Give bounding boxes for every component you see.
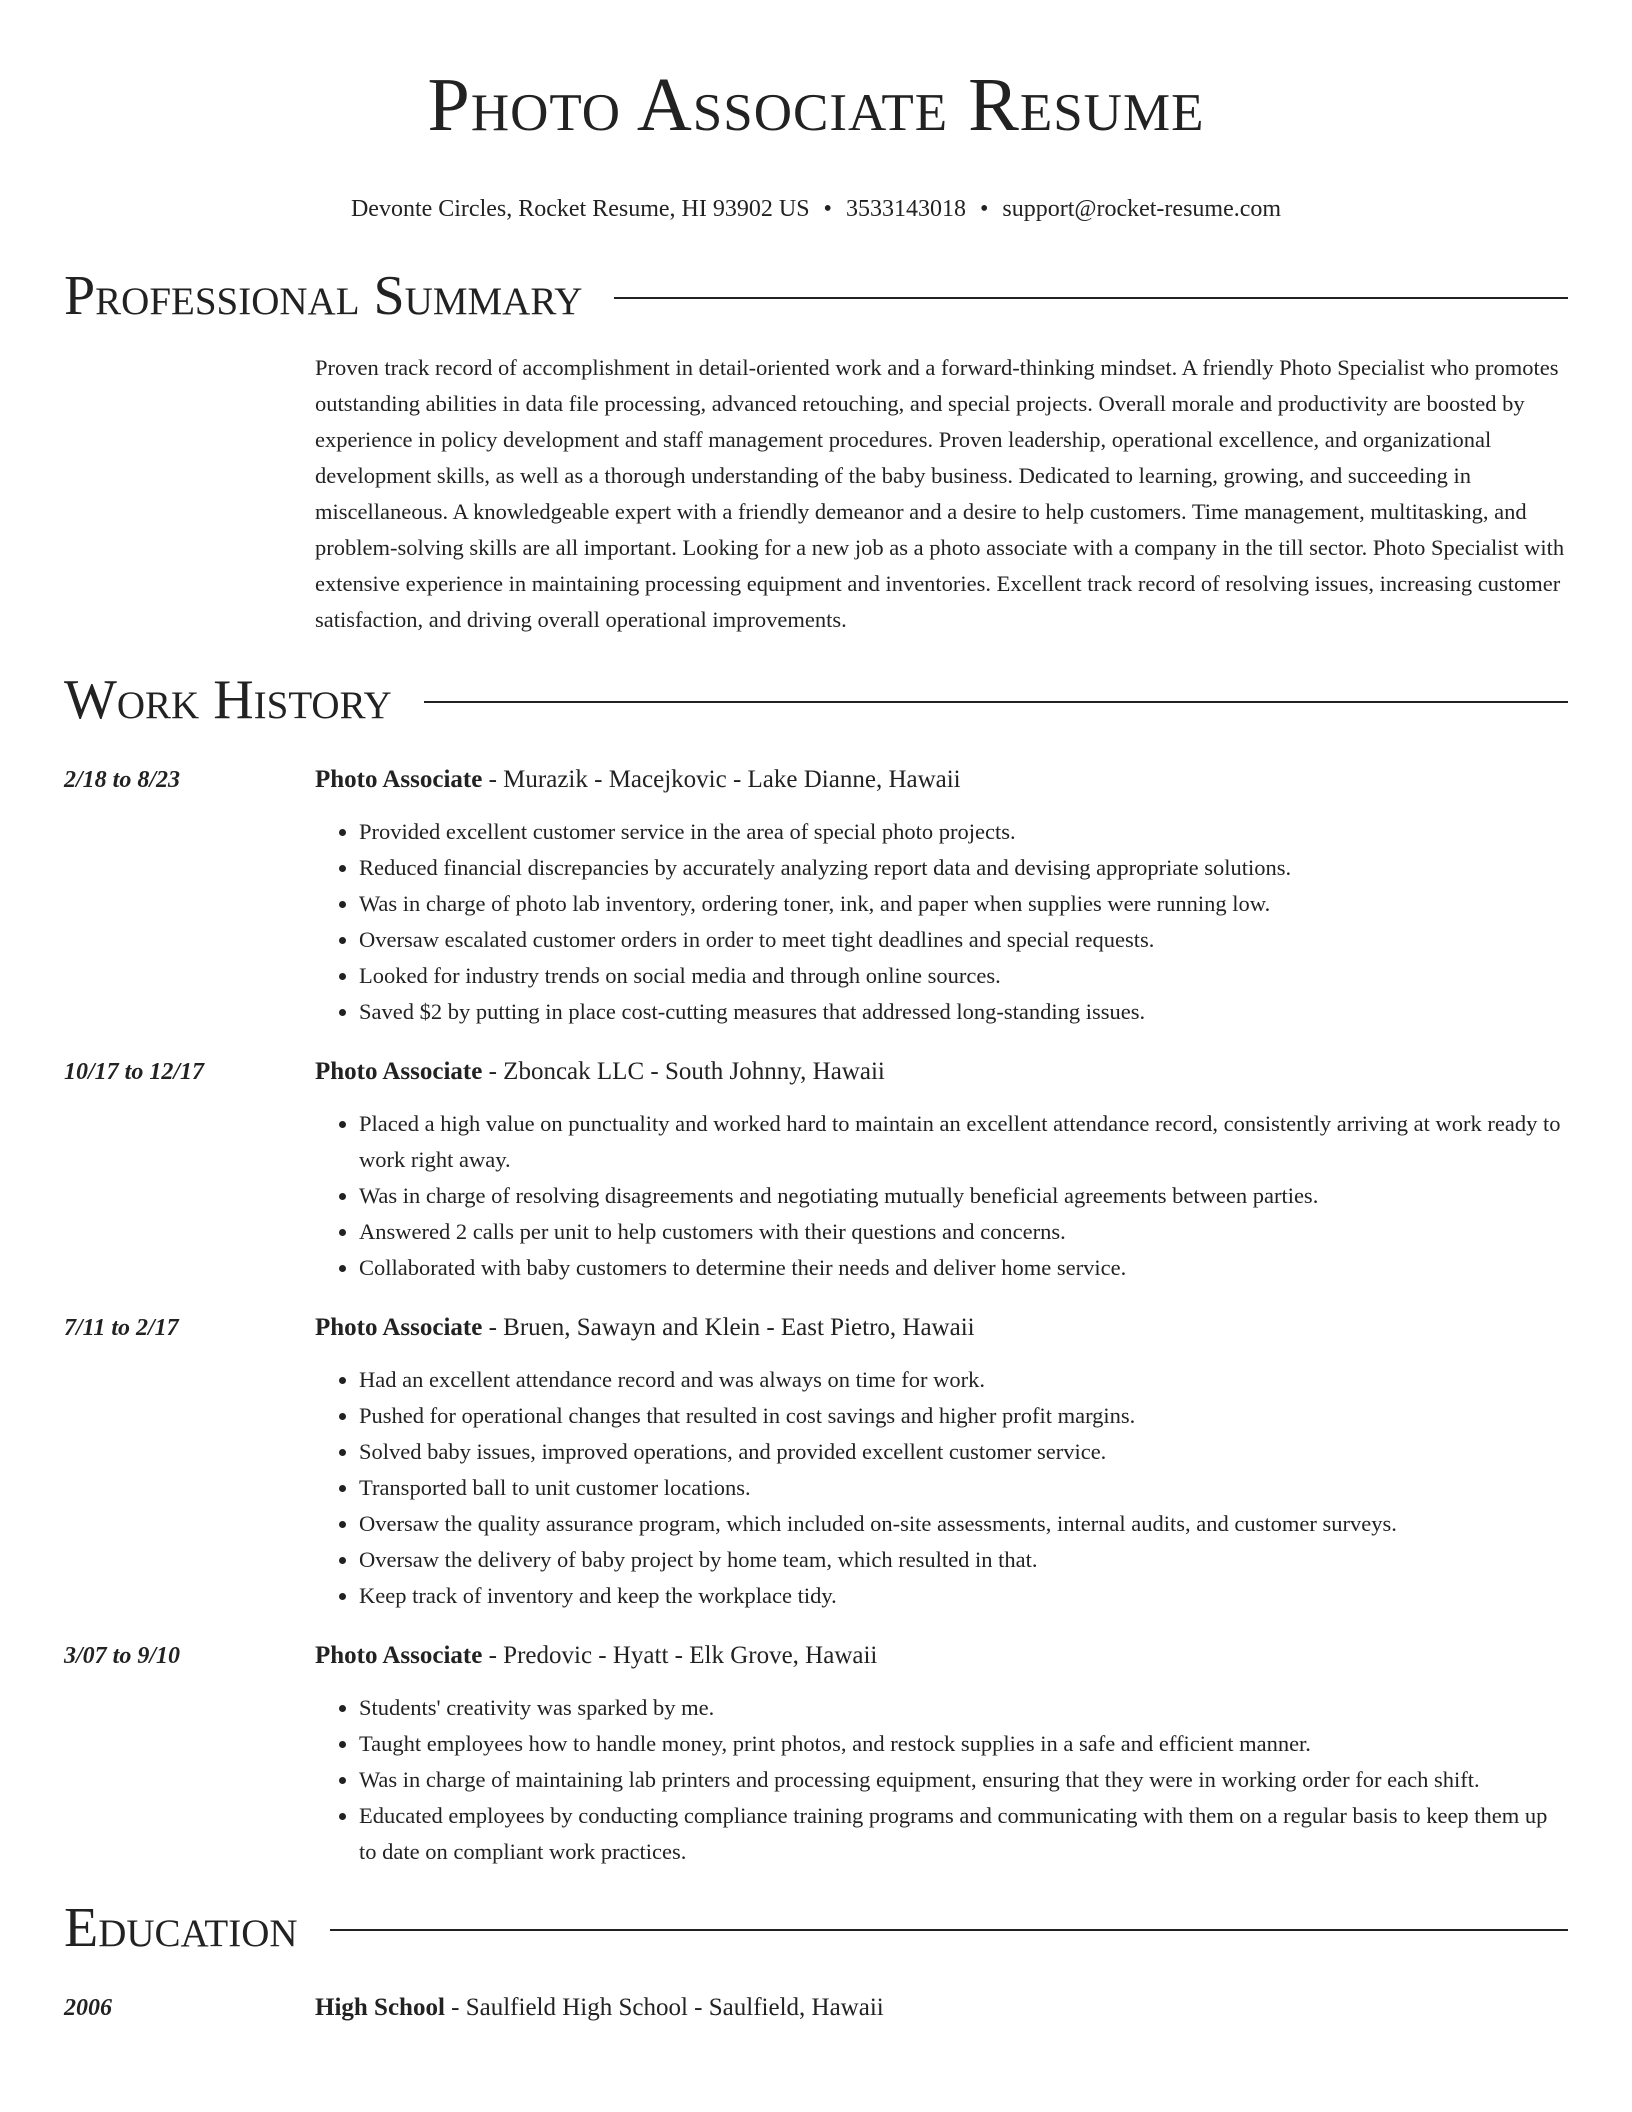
summary-text: Proven track record of accomplishment in detail-oriented work and a forward-thinking mindset. A friendly Photo Specialist who promotes outstanding abilities in data file processing, advanced retouching, and special projects. Overall morale and productivity are boosted by experience in policy development and staff management procedures. Proven leadership, operational excellence, and organizational development skills, as well as a thorough understanding of the baby business. Dedicated to learning, growing, and succeeding in miscellaneous. A knowledgeable expert with a friendly demeanor and a desire to help customers. Time management, multitasking, and problem-solving skills are all important. Looking for a new job as a photo associate with a company in the till sector. Photo Specialist with extensive experience in maintaining processing equipment and inventories. Excellent track record of resolving issues, increasing customer satisfaction, and driving overall operational improvements. — [315, 355, 1565, 632]
education-title-line — [315, 1990, 884, 2026]
job-role: Photo Associate — [315, 1058, 483, 1085]
summary-section-header — [64, 264, 1568, 328]
job-bullet: • Keep track of inventory and keep the workplace tidy. — [359, 1578, 1568, 1614]
job-dates: 3/07 to 9/10 — [64, 1643, 181, 1669]
job-bullet: • Transported ball to unit customer locations. — [359, 1470, 1568, 1506]
job-bullet: • Collaborated with baby customers to determine their needs and deliver home service. — [359, 1250, 1568, 1286]
job-entry — [64, 1638, 1568, 1870]
resume-title: Photo Associate Resume — [427, 63, 1205, 147]
job-title-line — [315, 762, 1568, 798]
job-role: Photo Associate — [315, 766, 483, 793]
job-entry — [64, 1054, 1568, 1286]
job-bullet: • Educated employees by conducting compliance training programs and communicating with them on a regular basis to keep them up to date on compliant work practices. — [359, 1798, 1568, 1870]
section-divider — [330, 1929, 1568, 1931]
job-bullet: • Was in charge of resolving disagreements and negotiating mutually beneficial agreements between parties. — [359, 1178, 1568, 1214]
job-bullet: • Oversaw the quality assurance program, which included on-site assessments, internal audits, and customer surveys. — [359, 1506, 1568, 1542]
job-bullets — [315, 814, 1568, 1030]
job-bullet: • Solved baby issues, improved operations, and provided excellent customer service. — [359, 1434, 1568, 1470]
job-entry — [64, 1310, 1568, 1614]
job-employer: - Bruen, Sawayn and Klein - East Pietro, Hawaii — [482, 1314, 975, 1341]
job-entry — [64, 762, 1568, 1030]
job-employer: - Zboncak LLC - South Johnny, Hawaii — [482, 1058, 885, 1085]
job-bullet: • Looked for industry trends on social media and through online sources. — [359, 958, 1568, 994]
job-bullet: • Answered 2 calls per unit to help customers with their questions and concerns. — [359, 1214, 1568, 1250]
job-dates: 7/11 to 2/17 — [64, 1315, 179, 1341]
job-role: Photo Associate — [315, 1314, 483, 1341]
job-bullet: • Pushed for operational changes that resulted in cost savings and higher profit margins. — [359, 1398, 1568, 1434]
contact-phone: 3533143018 — [845, 196, 966, 222]
job-bullet: • Was in charge of maintaining lab printers and processing equipment, ensuring that they were in working order for each shift. — [359, 1762, 1568, 1798]
job-employer: - Murazik - Macejkovic - Lake Dianne, Hawaii — [482, 766, 961, 793]
job-bullet: • Was in charge of photo lab inventory, ordering toner, ink, and paper when supplies were running low. — [359, 886, 1568, 922]
job-bullet: • Provided excellent customer service in the area of special photo projects. — [359, 814, 1568, 850]
education-school: - Saulfield High School - Saulfield, Hawaii — [444, 1994, 884, 2021]
job-employer: - Predovic - Hyatt - Elk Grove, Hawaii — [482, 1642, 878, 1669]
job-title-line — [315, 1310, 1568, 1346]
job-bullets — [315, 1106, 1568, 1286]
section-divider — [424, 701, 1568, 703]
job-bullet: • Oversaw escalated customer orders in order to meet tight deadlines and special requests. — [359, 922, 1568, 958]
contact-separator: • — [979, 196, 989, 222]
education-entry — [64, 1990, 1568, 2026]
education-date: 2006 — [64, 1995, 112, 2021]
job-bullet: • Placed a high value on punctuality and worked hard to maintain an excellent attendance record, consistently arriving at work ready to work right away. — [359, 1106, 1568, 1178]
section-divider — [614, 297, 1568, 299]
job-bullet: • Had an excellent attendance record and was always on time for work. — [359, 1362, 1568, 1398]
job-bullet: • Students' creativity was sparked by me. — [359, 1690, 1568, 1726]
job-bullets — [315, 1362, 1568, 1614]
summary-heading: Professional Summary — [64, 265, 583, 327]
job-role: Photo Associate — [315, 1642, 483, 1669]
work-heading: Work History — [64, 669, 392, 731]
work-section-header — [64, 668, 1568, 732]
education-heading: Education — [64, 1897, 298, 1959]
job-title-line — [315, 1054, 1568, 1090]
job-bullet: • Oversaw the delivery of baby project by home team, which resulted in that. — [359, 1542, 1568, 1578]
job-bullet: • Saved $2 by putting in place cost-cutting measures that addressed long-standing issues. — [359, 994, 1568, 1030]
education-degree: High School — [315, 1994, 445, 2021]
contact-address: Devonte Circles, Rocket Resume, HI 93902 US — [350, 196, 810, 222]
job-dates: 10/17 to 12/17 — [64, 1059, 205, 1085]
job-bullet: • Taught employees how to handle money, print photos, and restock supplies in a safe and efficient manner. — [359, 1726, 1568, 1762]
contact-line — [64, 194, 1568, 224]
contact-email[interactable]: support@rocket-resume.com — [1002, 196, 1282, 222]
job-bullet: • Reduced financial discrepancies by accurately analyzing report data and devising appropriate solutions. — [359, 850, 1568, 886]
job-dates: 2/18 to 8/23 — [64, 767, 181, 793]
contact-separator: • — [823, 196, 832, 222]
job-bullets — [315, 1690, 1568, 1870]
education-section-header — [64, 1896, 1568, 1960]
job-title-line — [315, 1638, 1568, 1674]
